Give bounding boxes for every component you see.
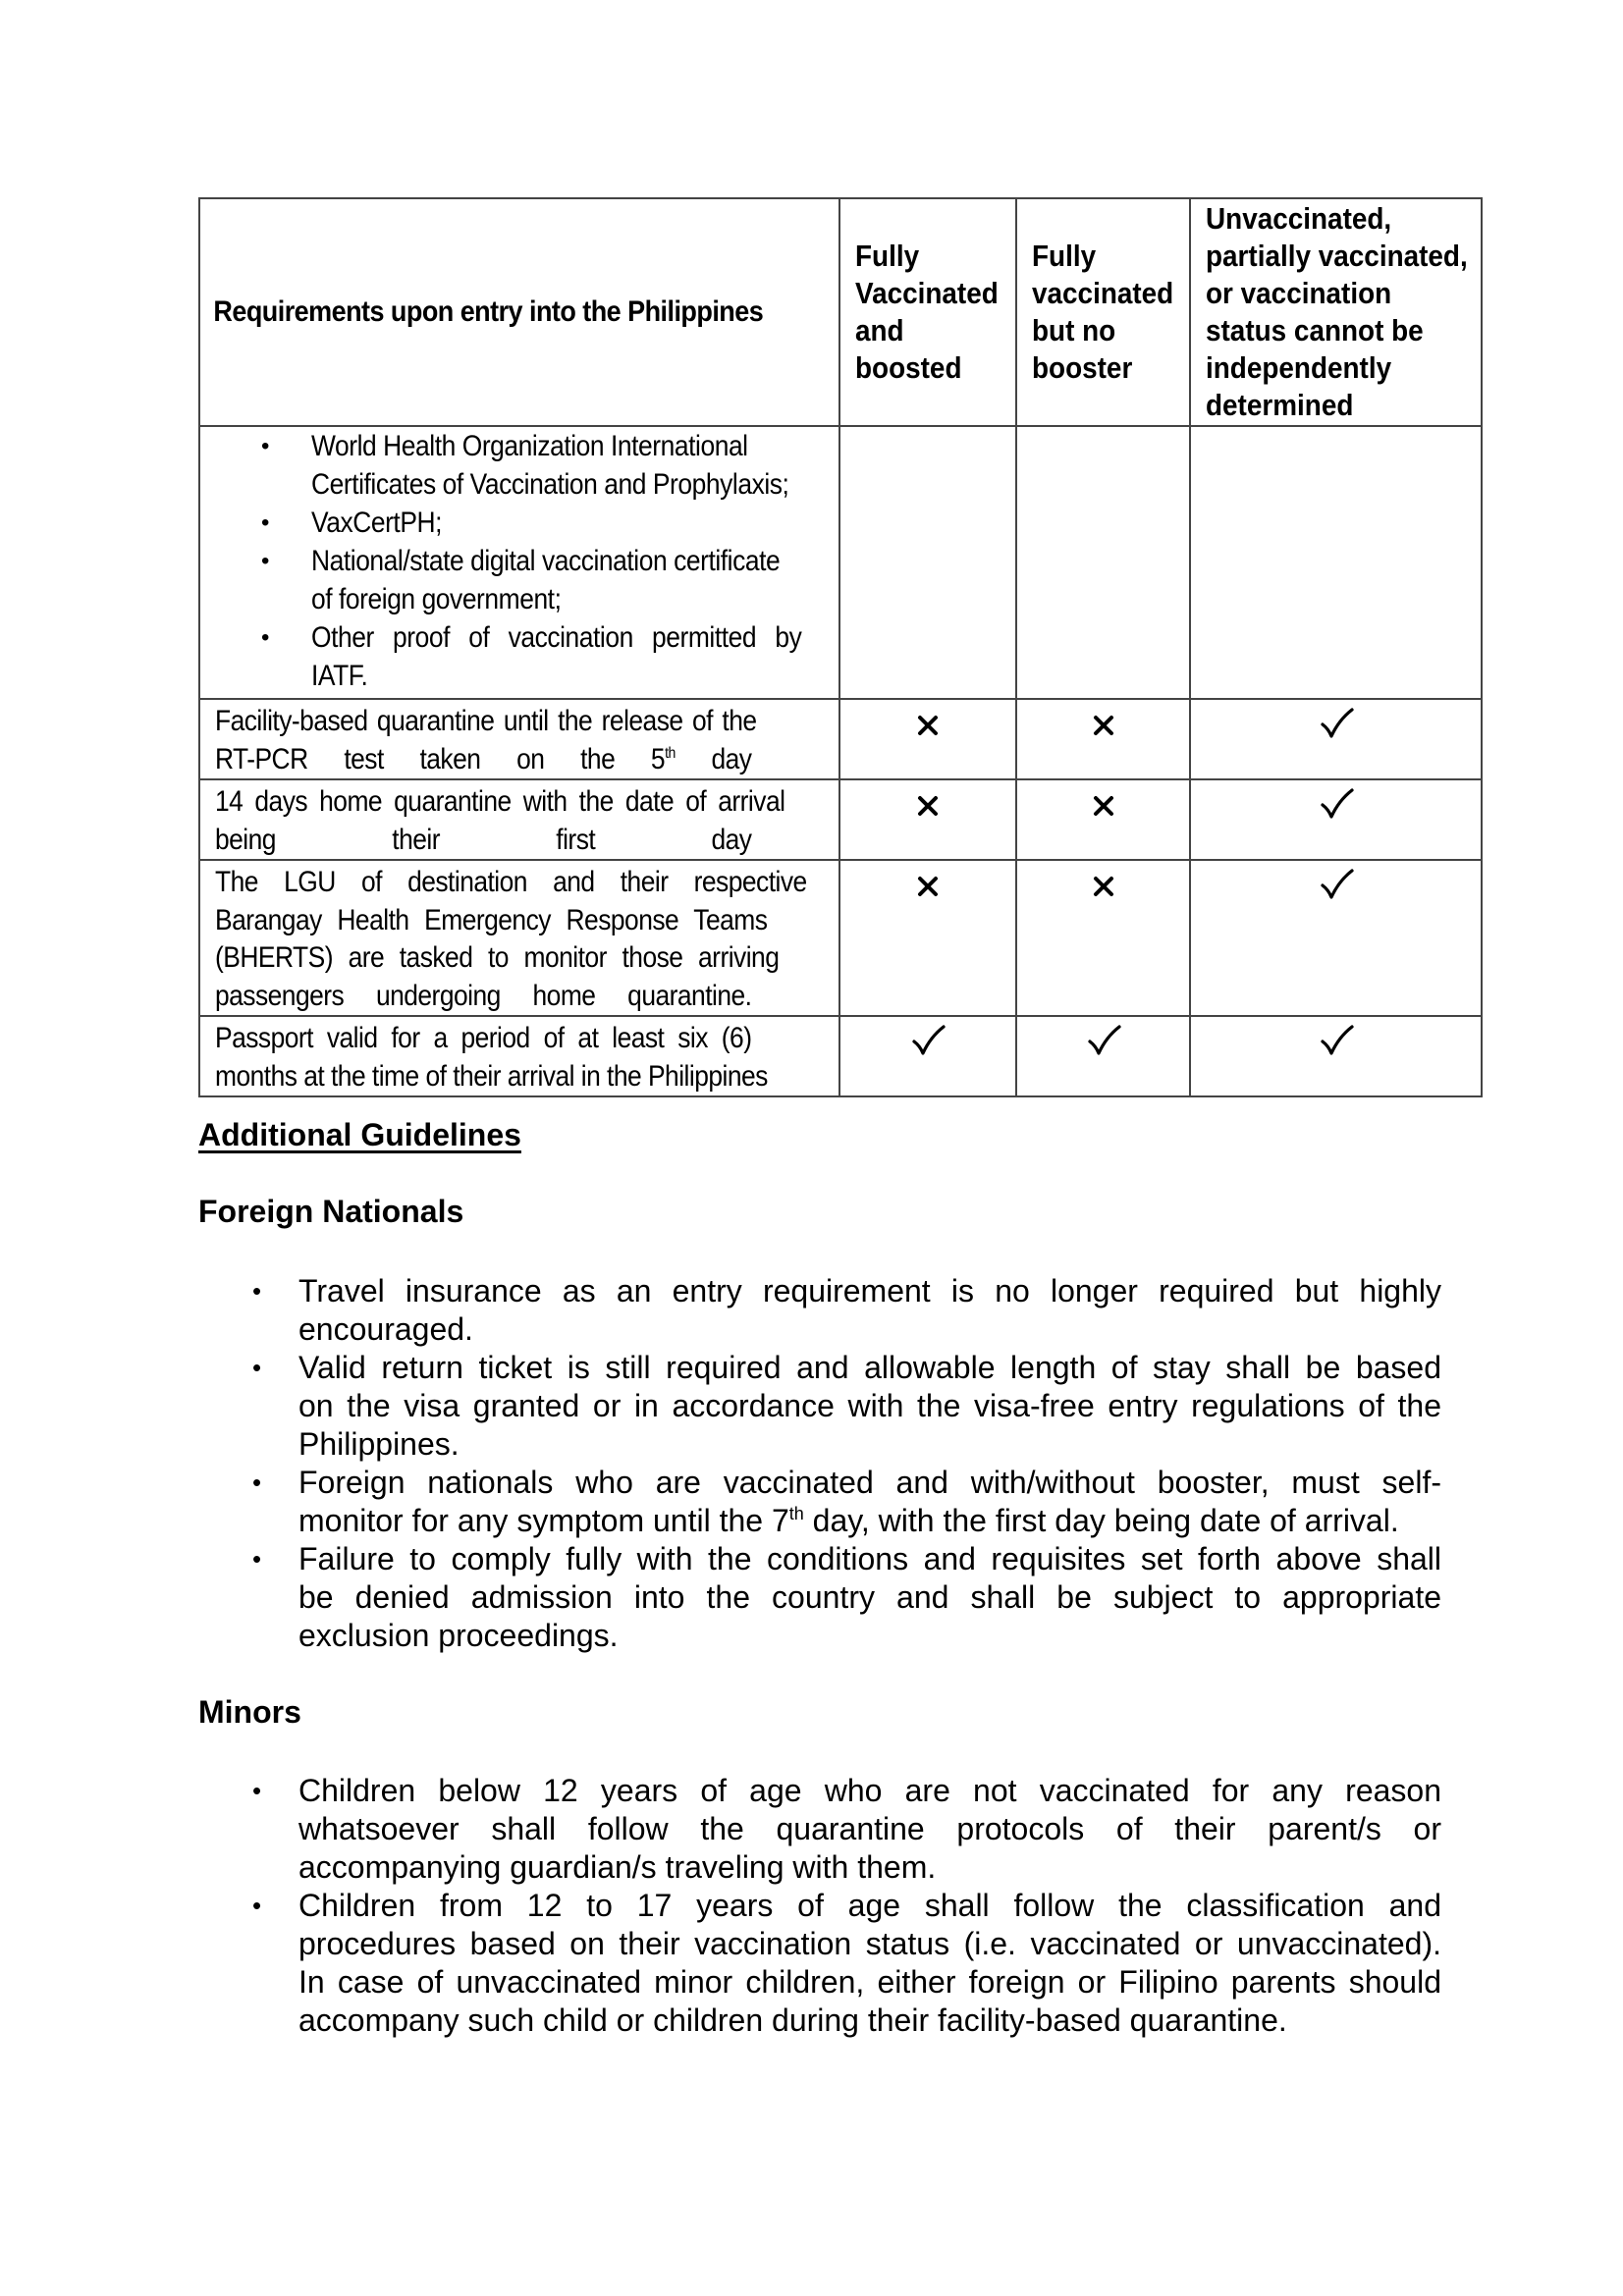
table-row bbox=[199, 1016, 1482, 1096]
list-item: • Valid return ticket is still required and allowable length of stay shall be based on the visa granted or in accordance with the visa-free entry regulations of the Philippines. bbox=[252, 1350, 1441, 1462]
cross-mark-icon bbox=[916, 794, 940, 818]
check-mark-icon bbox=[1319, 706, 1354, 741]
bullet-icon: • bbox=[252, 1353, 262, 1382]
list-item: • Children from 12 to 17 years of age shall follow the classification and procedures based on their vaccination status (i.e. vaccinated or unvaccinated). In case of unvaccinated minor children, either foreign or Filipino parents should accompany such child or children during their facility-based quarantine. bbox=[252, 1888, 1441, 2038]
mark-cell bbox=[1016, 860, 1190, 1016]
list-item: • National/state digital vaccination certificate of foreign government; bbox=[200, 542, 825, 618]
requirement-cell: The LGU of destination and their respective Barangay Health Emergency Response Teams (BHERTS) are tasked to monitor those arriving passengers undergoing home quarantine. bbox=[199, 860, 839, 1016]
cross-mark-icon bbox=[916, 714, 940, 737]
requirement-cell: 14 days home quarantine with the date of arrival being their first day bbox=[199, 779, 839, 860]
minors-list bbox=[198, 1772, 1441, 2040]
bullet-icon: • bbox=[261, 548, 270, 574]
requirement-cell: Passport valid for a period of at least six (6) months at the time of their arrival in the Philippines bbox=[199, 1016, 839, 1096]
requirement-cell: Facility-based quarantine until the release of the RT-PCR test taken on the 5th day bbox=[199, 699, 839, 779]
proof-documents-list bbox=[200, 427, 825, 695]
mark-cell bbox=[1190, 779, 1482, 860]
entry-requirements-table bbox=[198, 197, 1483, 1097]
table-row bbox=[199, 699, 1482, 779]
section-heading-foreign-nationals: Foreign Nationals bbox=[198, 1194, 464, 1229]
header-fully-vaccinated-no-booster: Fully vaccinated but no booster bbox=[1016, 198, 1190, 426]
bullet-icon: • bbox=[261, 509, 270, 536]
section-heading-minors: Minors bbox=[198, 1694, 301, 1730]
table-header-row bbox=[199, 198, 1482, 426]
cross-mark-icon bbox=[1092, 875, 1115, 898]
header-requirements: Requirements upon entry into the Philippines bbox=[199, 198, 776, 426]
cross-mark-icon bbox=[1092, 714, 1115, 737]
check-mark-icon bbox=[1319, 1023, 1354, 1058]
mark-cell bbox=[1016, 1016, 1190, 1096]
bullet-icon: • bbox=[252, 1468, 262, 1497]
bullet-icon: • bbox=[261, 624, 270, 651]
mark-cell bbox=[1190, 860, 1482, 1016]
proof-documents-cell bbox=[199, 426, 839, 699]
mark-cell bbox=[1190, 699, 1482, 779]
bullet-icon: • bbox=[261, 433, 270, 459]
list-item: • World Health Organization International Certificates of Vaccination and Prophylaxis; bbox=[200, 427, 825, 504]
header-fully-vaccinated-boosted: Fully Vaccinated and boosted bbox=[839, 198, 1016, 426]
list-item: • VaxCertPH; bbox=[200, 504, 825, 542]
empty-cell bbox=[1190, 426, 1482, 699]
mark-cell bbox=[1016, 779, 1190, 860]
cross-mark-icon bbox=[1092, 794, 1115, 818]
empty-cell bbox=[1016, 426, 1190, 699]
mark-cell bbox=[839, 699, 1016, 779]
mark-cell bbox=[839, 860, 1016, 1016]
table-row-proof-documents bbox=[199, 426, 1482, 699]
check-mark-icon bbox=[1319, 867, 1354, 902]
header-unvaccinated: Unvaccinated, partially vaccinated, or vaccination status cannot be independently determined bbox=[1190, 198, 1482, 426]
bullet-icon: • bbox=[252, 1891, 262, 1920]
list-item: • Other proof of vaccination permitted by IATF. bbox=[200, 618, 825, 695]
table-row bbox=[199, 779, 1482, 860]
check-mark-icon bbox=[910, 1023, 946, 1058]
list-item: • Foreign nationals who are vaccinated and with/without booster, must self- monitor for any symptom until the 7th day, with the first day being date of arrival. bbox=[252, 1465, 1441, 1538]
mark-cell bbox=[1190, 1016, 1482, 1096]
foreign-nationals-list bbox=[198, 1272, 1441, 1655]
section-heading-additional-guidelines: Additional Guidelines bbox=[198, 1117, 521, 1152]
bullet-icon: • bbox=[252, 1544, 262, 1574]
mark-cell bbox=[1016, 699, 1190, 779]
list-item: • Children below 12 years of age who are not vaccinated for any reason whatsoever shall follow the quarantine protocols of their parent/s or accompanying guardian/s traveling with them. bbox=[252, 1773, 1441, 1885]
list-item: • Travel insurance as an entry requirement is no longer required but highly encouraged. bbox=[252, 1273, 1441, 1347]
list-item: • Failure to comply fully with the conditions and requisites set forth above shall be denied admission into the country and shall be subject to appropriate exclusion proceedings. bbox=[252, 1541, 1441, 1653]
mark-cell bbox=[839, 779, 1016, 860]
table-row bbox=[199, 860, 1482, 1016]
empty-cell bbox=[839, 426, 1016, 699]
cross-mark-icon bbox=[916, 875, 940, 898]
check-mark-icon bbox=[1086, 1023, 1121, 1058]
mark-cell bbox=[839, 1016, 1016, 1096]
check-mark-icon bbox=[1319, 786, 1354, 822]
bullet-icon: • bbox=[252, 1276, 262, 1306]
bullet-icon: • bbox=[252, 1776, 262, 1805]
